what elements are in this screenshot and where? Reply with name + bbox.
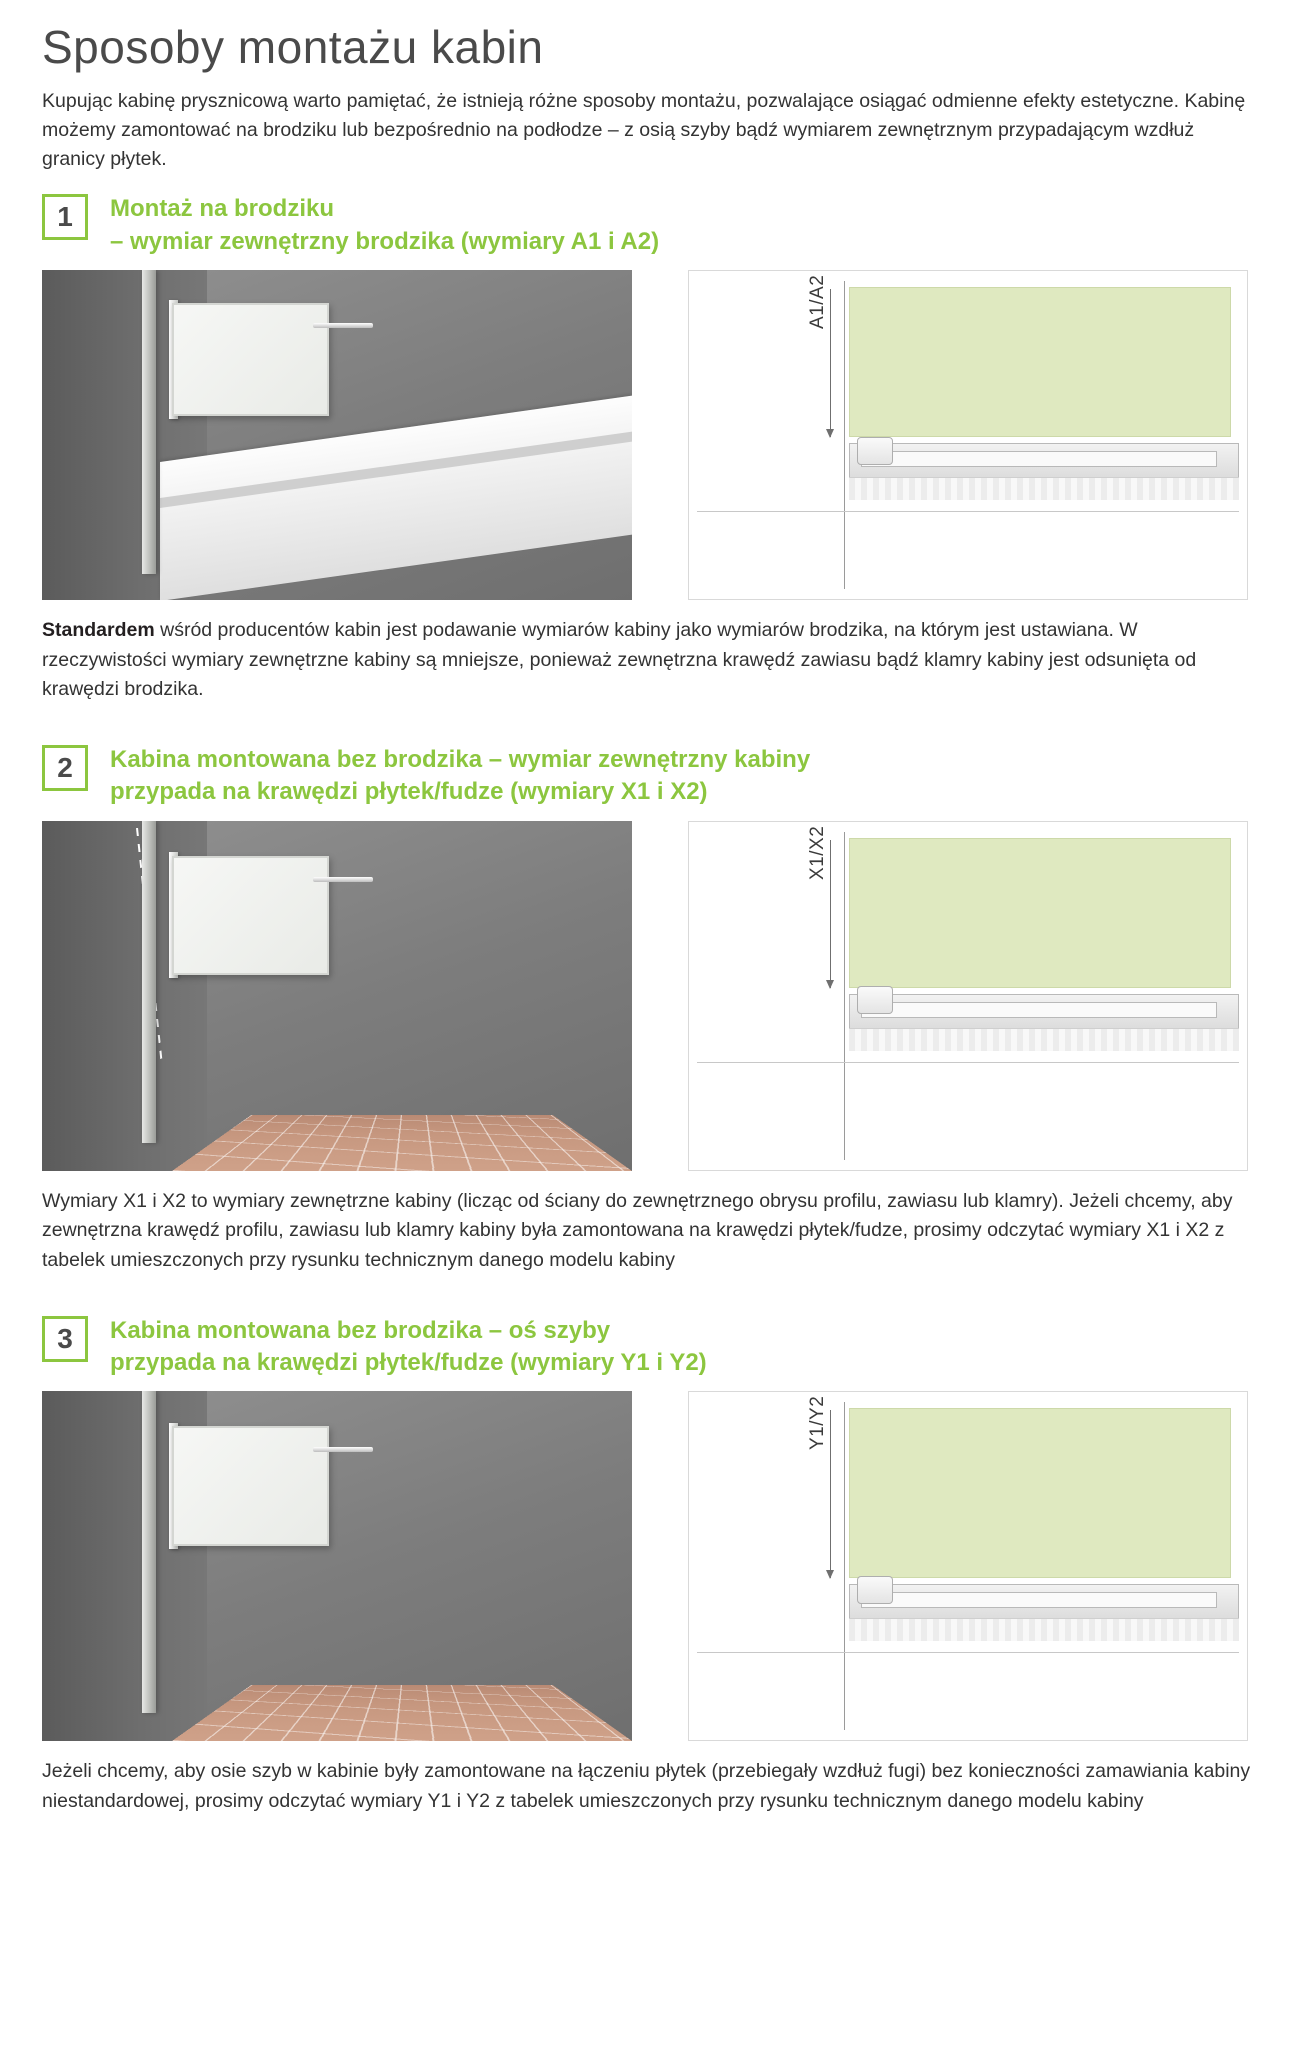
drawing-glass-area bbox=[849, 838, 1231, 988]
drawing-dimension-label: Y1/Y2 bbox=[807, 1396, 828, 1451]
page-title: Sposoby montażu kabin bbox=[42, 21, 544, 73]
photo-vertical-profile bbox=[142, 270, 156, 574]
section-2-figures bbox=[42, 821, 1262, 1171]
section-1-photo bbox=[42, 270, 632, 600]
section-1-header bbox=[42, 192, 1262, 258]
section-3-technical-drawing bbox=[688, 1391, 1248, 1741]
section-1-title-line1: Montaż na brodziku bbox=[110, 195, 334, 223]
drawing-dimension-arrow bbox=[830, 840, 831, 988]
section-2-photo bbox=[42, 821, 632, 1171]
drawing-profile-inner bbox=[861, 1592, 1217, 1608]
section-1-technical-drawing bbox=[688, 270, 1248, 600]
drawing-profile-inner bbox=[861, 451, 1217, 467]
section-1-number: 1 bbox=[42, 194, 88, 240]
section-2-title-line2: przypada na krawędzi płytek/fudze (wymiary X1 i X2) bbox=[110, 778, 708, 806]
section-1-title-line2: – wymiar zewnętrzny brodzika (wymiary A1 i A2) bbox=[110, 227, 660, 255]
photo-vertical-profile bbox=[142, 821, 156, 1143]
drawing-wall-line bbox=[844, 832, 845, 1160]
drawing-dimension-label: A1/A2 bbox=[807, 274, 828, 330]
section-2-title-line1: Kabina montowana bez brodzika – wymiar zewnętrzny kabiny bbox=[110, 746, 811, 773]
section-3-caption: Jeżeli chcemy, aby osie szyb w kabinie były zamontowane na łączeniu płytek (przebiegały wzdłuż fugi) bez konieczności zamawiania kabiny niestandardowej, prosimy odczytać wymiary Y1 i Y2 z tabelek umieszczonych przy rysunku technicznym danego modelu kabiny bbox=[42, 1760, 1251, 1813]
section-2-title bbox=[110, 743, 810, 809]
drawing-profile-inner bbox=[861, 1002, 1217, 1018]
drawing-floor-hatch bbox=[849, 1028, 1239, 1051]
photo-handle bbox=[313, 1447, 373, 1452]
section-1-figures bbox=[42, 270, 1262, 600]
section-1-title bbox=[110, 192, 659, 258]
section-1-caption-text: wśród producentów kabin jest podawanie wymiarów kabiny jako wymiarów brodzika, na którym jest ustawiana. W rzeczywistości wymiary zewnętrzne kabiny są mniejsze, ponieważ zewnętrzna krawędź zawiasu bądź klamry kabiny jest odsunięta od krawędzi brodzika. bbox=[42, 619, 1197, 701]
section-1-caption bbox=[42, 616, 1262, 705]
photo-handle bbox=[313, 877, 373, 882]
drawing-dimension-arrow bbox=[830, 1410, 831, 1578]
section-2-technical-drawing bbox=[688, 821, 1248, 1171]
drawing-dimension-arrow bbox=[830, 289, 831, 437]
intro-text: Kupując kabinę prysznicową warto pamiętać, że istnieją różne sposoby montażu, pozwalające osiągać odmienne efekty estetyczne. Kabinę możemy zamontować na brodziku lub bezpośrednio na podłodze – z osią szyby bądź wymiarem zewnętrznym przypadającym wzdłuż granicy płytek. bbox=[42, 89, 1246, 171]
section-3-photo bbox=[42, 1391, 632, 1741]
drawing-hinge-block bbox=[857, 986, 893, 1014]
section-3-title bbox=[110, 1314, 707, 1380]
photo-vertical-profile bbox=[142, 1391, 156, 1713]
photo-handle bbox=[313, 323, 373, 328]
drawing-tray-hatch bbox=[849, 477, 1239, 500]
section-3-title-line1: Kabina montowana bez brodzika – oś szyby bbox=[110, 1316, 611, 1344]
drawing-baseline bbox=[697, 511, 1239, 512]
drawing-baseline bbox=[697, 1062, 1239, 1063]
photo-glass-panel bbox=[172, 303, 329, 416]
photo-glass-panel bbox=[172, 1426, 329, 1546]
section-2-header bbox=[42, 743, 1262, 809]
photo-floor-tiles bbox=[172, 1685, 632, 1741]
drawing-hinge-block bbox=[857, 1576, 893, 1604]
drawing-hinge-block bbox=[857, 437, 893, 465]
section-3-figures bbox=[42, 1391, 1262, 1741]
section-3-title-line2: przypada na krawędzi płytek/fudze (wymiary Y1 i Y2) bbox=[110, 1349, 707, 1377]
section-2-caption: Wymiary X1 i X2 to wymiary zewnętrzne kabiny (licząc od ściany do zewnętrznego obrysu profilu, zawiasu lub klamry). Jeżeli chcemy, aby zewnętrzna krawędź profilu, zawiasu lub klamry kabiny była zamontowana na krawędzi płytek/fudze, prosimy odczytać wymiary X1 i X2 z tabelek umieszczonych przy rysunku technicznym danego modelu kabiny bbox=[42, 1189, 1233, 1272]
drawing-wall-line bbox=[844, 1402, 845, 1730]
drawing-baseline bbox=[697, 1652, 1239, 1653]
section-3-number: 3 bbox=[42, 1316, 88, 1362]
drawing-glass-area bbox=[849, 287, 1231, 437]
drawing-dimension-label: X1/X2 bbox=[807, 825, 828, 880]
drawing-floor-hatch bbox=[849, 1618, 1239, 1641]
section-3-header bbox=[42, 1314, 1262, 1380]
drawing-wall-line bbox=[844, 281, 845, 589]
photo-glass-panel bbox=[172, 856, 329, 976]
intro-paragraph bbox=[42, 87, 1262, 175]
section-1-caption-lead: Standardem bbox=[42, 619, 155, 642]
section-2-number: 2 bbox=[42, 745, 88, 791]
drawing-glass-area bbox=[849, 1408, 1231, 1578]
